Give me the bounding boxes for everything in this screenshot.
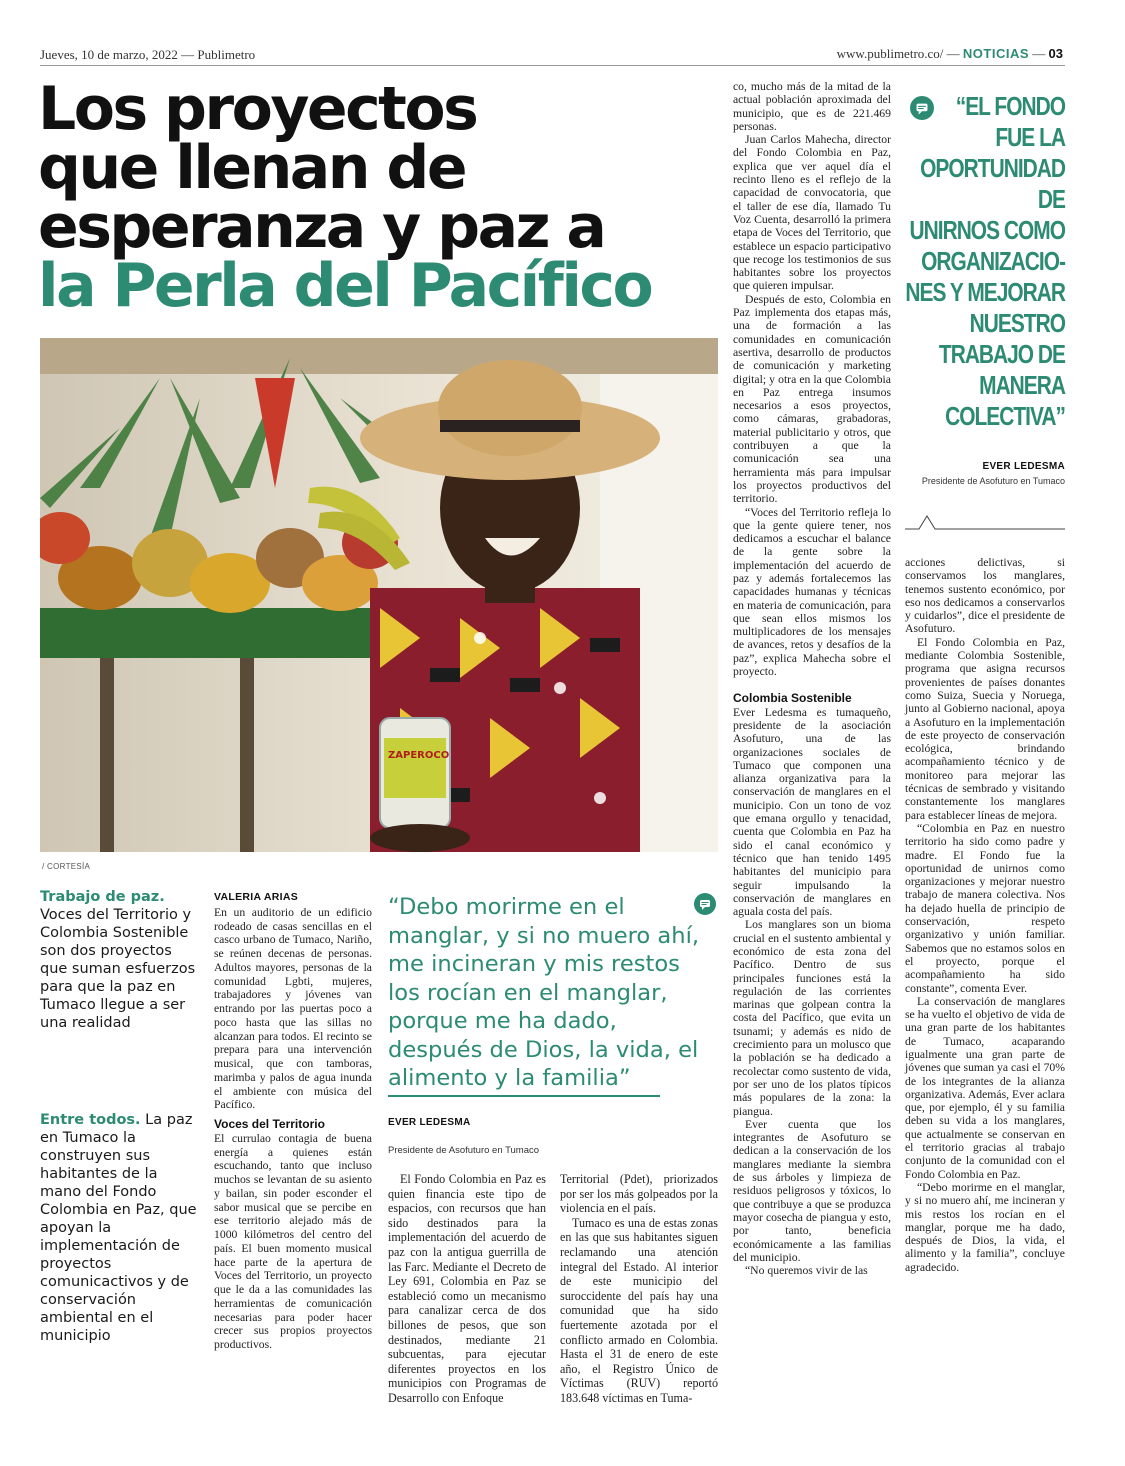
article-byline: VALERIA ARIAS — [214, 891, 299, 903]
pull-quote-main-text: “Debo morirme en el manglar, y si no muero ahí, me incineran y mis restos los rocían en el manglar, porque me ha dado, después de Dios, la vida, el alimento y la familia” — [388, 894, 700, 1091]
sidebar-block-2 — [40, 1111, 200, 1345]
sidebar-block-1-lead: Trabajo de paz. — [40, 889, 165, 905]
section-name: NOTICIAS — [962, 46, 1030, 61]
pull-quote-main-role: Presidente de Asofuturo en Tumaco — [388, 1145, 540, 1156]
headline-line-1: Los proyectos — [38, 74, 477, 144]
bottle-label: ZAPEROCO — [388, 750, 450, 761]
subheading-colombia-sostenible: Colombia Sostenible — [733, 691, 852, 706]
article-paragraph: Después de esto, Colombia en Paz implementa dos etapas más, una de formación a las comunidades en comunicación asertiva, desarrollo de productos de comunicación y marketing digital; y otra en la que Colombia en Paz entrega insumos necesarios a esos proyectos, como cámaras, grabadoras, material publicitario y otros, que contribuyen a que la comunicación sea una herramienta más para impulsar los proyectos productivos del territorio. — [733, 292, 891, 506]
article-column-2 — [388, 1172, 546, 1406]
article-paragraph: Juan Carlos Mahecha, director del Fondo Colombia en Paz, explica que ver aquel día el recinto lleno es el reflejo de la capacidad de convocatoria, que el taller de ese día, llamado Tu Voz Cuenta, desarrolló la primera etapa de Voces del Territorio, que establece un espacio participativo que recoge los testimonios de sus habitantes sobre los proyectos que quieren impulsar. — [733, 133, 891, 293]
article-paragraph: Ever cuenta que los integrantes de Asofuturo se dedican a la conservación de los manglares mediante la siembra de sus árboles y limpieza de residuos peligrosos y tóxicos, lo que contribuye a que se produzca mayor cosecha de piangua y esto, por tanto, beneficia económicamente a las familias del municipio. — [733, 1117, 891, 1264]
article-column-1 — [214, 891, 372, 1352]
site-url: www.publimetro.co/ — — [836, 46, 960, 61]
pull-quote-side-author: EVER LEDESMA — [982, 461, 1065, 472]
headline-line-4: la Perla del Pacífico — [38, 251, 652, 321]
headline — [38, 74, 718, 321]
headline-line-2: que llenan de — [38, 133, 466, 203]
pull-quote-side-role: Presidente de Asofuturo en Tumaco — [921, 476, 1065, 486]
article-paragraph: El Fondo Colombia en Paz, mediante Colombia Sostenible, programa que asigna recursos provenientes de países donantes como Suiza, Suecia y Noruega, junto al Gobierno nacional, apoya a Asofuturo en la implementación de este proyecto de conservación ecológica, brindando acompañamiento técnico y de monitoreo para mejorar las técnicas de sembrado y visitando constantemente los manglares para establecer líneas de mejora. — [905, 635, 1065, 822]
article-paragraph: “No queremos vivir de las — [745, 1264, 868, 1278]
headline-line-3: esperanza y paz a — [38, 192, 605, 262]
article-paragraph: El Fondo Colombia en Paz es quien financia este tipo de espacios, con recursos que han sido destinados para la implementación del acuerdo de paz con la antigua guerrilla de las Farc. Mediante el Decreto de Ley 691, Colombia en Paz se estableció como un mecanismo para canalizar cerca de dos billones de pesos, que son destinados, mediante 21 subcuentas, para ejecutar diferentes proyectos en los municipios con Programas de Desarrollo con Enfoque — [388, 1172, 546, 1405]
photo-credit: / CORTESÍA — [42, 862, 91, 871]
article-paragraph: co, mucho más de la mitad de la actual población aproximada del municipio, que es de 221.469 personas. — [733, 80, 891, 133]
sidebar-block-2-lead: Entre todos. — [40, 1112, 141, 1128]
article-column-3 — [560, 1172, 718, 1406]
page-header-right — [837, 46, 1063, 62]
sidebar-block-1-text: Voces del Territorio y Colombia Sostenible son dos proyectos que suman esfuerzos para que la paz en Tumaco llegue a ser una realidad — [40, 907, 196, 1031]
pull-quote-main — [388, 893, 718, 1166]
main-photo — [40, 338, 718, 852]
article-paragraph: Territorial (Pdet), priorizados por ser los más golpeados por la violencia en el país. — [560, 1172, 718, 1216]
pull-quote-divider — [905, 512, 1065, 536]
pull-quote-main-author: EVER LEDESMA — [388, 1116, 471, 1128]
header-separator: — — [1029, 46, 1049, 61]
pull-quote-side-line: NES Y MEJORAR — [905, 279, 1065, 307]
article-column-4 — [733, 80, 891, 1277]
pull-quote-side-line: UNIRNOS COMO — [909, 217, 1065, 245]
pull-quote-side-line: “EL FONDO — [955, 93, 1065, 121]
page-number: 03 — [1048, 46, 1063, 61]
pull-quote-underline — [388, 1095, 660, 1097]
article-paragraph: Ever Ledesma es tumaqueño, presidente de la asociación Asofuturo, una de las organizaciones sociales de Tumaco que componen una alianza organizativa para la conservación de manglares en el municipio. Con un tono de voz que emana orgullo y tenacidad, cuenta que Colombia en Paz ha sido el canal económico y técnico que han tenido 1495 habitantes del municipio para seguir impulsando la conservación de manglares en aguala costa del país. — [733, 705, 891, 919]
article-paragraph: “Voces del Territorio refleja lo que la gente quiere tener, nos dedicamos a escuchar el balance de la gente sobre la implementación del acuerdo de paz y además fortalecemos las capacidades humanas y técnicas en materia de comunicación, para que sean ellos mismos los multiplicadores de los mensajes de avances, retos y desafíos de la paz”, explica Mahecha sobre el proyecto. — [733, 505, 891, 679]
header-rule — [40, 65, 1065, 66]
page-dateline: Jueves, 10 de marzo, 2022 — Publimetro — [40, 47, 256, 62]
pull-quote-side-line: COLECTIVA” — [945, 403, 1065, 431]
photo-illustration — [40, 338, 718, 852]
sidebar-block-2-text: La paz en Tumaco la construyen sus habitantes de la mano del Fondo Colombia en Paz, que apoyan la implementación de proyectos comunicactivos y de conservación ambiental en el municipio — [40, 1112, 197, 1344]
article-paragraph: “Debo morirme en el manglar, y si no muero ahí, me incineran y mis restos los rocían en el manglar, porque me ha dado, después de Dios, la vida, el alimento y la familia”, concluye agradecido. — [905, 1180, 1065, 1274]
pull-quote-side-line: DE — [1037, 186, 1065, 214]
article-paragraph: Tumaco es una de estas zonas en las que sus habitantes siguen reclamando una atención integral del Estado. Al interior de este municipio del suroccidente del país hay una comunidad que ha sido fuertemente azotada por el conflicto armado en Colombia. Hasta el 31 de enero de este año, el Registro Único de Víctimas (RUV) reportó 183.648 víctimas en Tuma- — [560, 1215, 718, 1405]
pull-quote-side-line: FUE LA — [995, 124, 1065, 152]
pull-quote-side-line: MANERA — [979, 372, 1065, 400]
pull-quote-side-line: OPORTUNIDAD — [920, 155, 1065, 183]
pull-quote-side-line: ORGANIZACIO- — [921, 248, 1065, 276]
article-paragraph: acciones delictivas, si conservamos los manglares, tenemos sustento económico, por eso nos dedicamos a conservarlos y cuidarlos”, dice el presidente de Asofuturo. — [905, 556, 1065, 636]
pull-quote-side — [903, 92, 1065, 433]
subheading-voces: Voces del Territorio — [214, 1117, 325, 1131]
article-paragraph: Los manglares son un bioma crucial en el sustento ambiental y económico de esta zona del Pacífico. Dentro de sus principales funciones está la regulación de las corrientes marinas que golpean contra la costa del Pacífico, que evita un tsunami; y además es nido de crecimiento para un molusco que la población se ha dedicado a recolectar como sustento de vida, por ser uno de los platos típicos más populares de la zona: la piangua. — [733, 918, 891, 1118]
pull-quote-side-line: TRABAJO DE — [938, 341, 1065, 369]
article-paragraph: En un auditorio de un edificio rodeado de casas sencillas en el casco urbano de Tumaco, Nariño, se reúnen decenas de personas. Adultos mayores, personas de la comunidad Lgbti, mujeres, trabajadores y jóvenes van entrando por las puertas poco a poco hasta que las sillas no alcanzan para todos. El recinto se prepara para una intervención musical, que con tamboras, marimba y palos de agua inunda el ambiente con música del Pacífico. — [214, 905, 372, 1112]
article-paragraph: “Colombia en Paz en nuestro territorio ha sido como padre y madre. El Fondo fue la oportunidad de unirnos como organizaciones y mejorar nuestro trabajo de manera colectiva. Nos ha dejado huella de principio de conservación, respeto organizativo y unión familiar. Sabemos que no estamos solos en el proyecto, porque el acompañamiento ha sido constante”, comenta Ever. — [905, 821, 1065, 995]
sidebar-block-1 — [40, 888, 200, 1032]
pull-quote-side-line: NUESTRO — [969, 310, 1065, 338]
article-paragraph: El currulao contagia de buena energía a quienes están escuchando, tanto que incluso muchos se levantan de su asiento y bailan, sin poder esconder el sabor musical que se percibe en ese territorio alejado más de 1000 kilómetros del centro del país. El buen momento musical hace parte de la apertura de Voces del Territorio, un proyecto que le da a las comunidades las herramientas de comunicación necesarias para poder hacer crecer sus propios proyectos productivos. — [214, 1131, 372, 1351]
article-paragraph: La conservación de manglares se ha vuelto el objetivo de vida de una gran parte de los habitantes de Tumaco, acaparando igualmente una gran parte de jóvenes que suman ya casi el 70% de los integrantes de la alianza organizativa. Además, Ever aclara que, por ejemplo, él y su familia deben su vida a los manglares, que actualmente se conservan en el territorio gracias al trabajo conjunto de la comunidad con el Fondo Colombia en Paz. — [905, 994, 1065, 1181]
article-column-5 — [905, 556, 1065, 1274]
